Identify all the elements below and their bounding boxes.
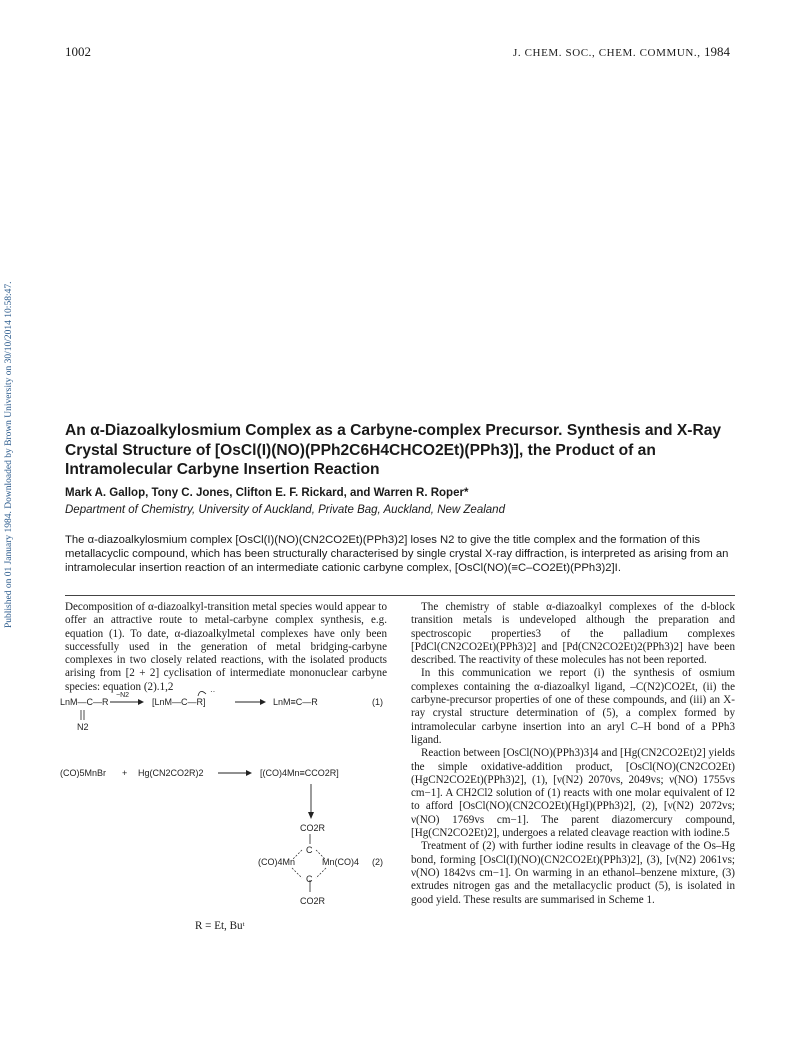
eq2-mn-left: (CO)4Mn — [258, 857, 296, 867]
margin-note-text: Published on 01 January 1984. Downloaded by Brown University on 30/10/2014 10:58:47. — [4, 281, 14, 628]
right-column — [411, 601, 735, 907]
eq2-number: (2) — [372, 857, 383, 867]
eq2-arrowhead — [246, 770, 252, 776]
eq1-intermediate: [LnM—C—R] — [152, 697, 206, 707]
eq2-plus: + — [122, 768, 128, 778]
equation-1 — [60, 688, 383, 732]
journal-year: 1984 — [704, 44, 730, 59]
eq2-top-c: C — [306, 845, 313, 855]
running-head — [513, 44, 730, 60]
eq2-reactant-b: Hg(CN2CO2R)2 — [138, 768, 204, 778]
r-definition: R = Et, Buᵗ — [195, 920, 245, 932]
eq2-product: [(CO)4Mn≡CCO2R] — [260, 768, 339, 778]
eq1-arrowhead-1 — [138, 699, 144, 705]
right-paragraph-2: In this communication we report (i) the synthesis of osmium complexes containing the α-diazoalkyl ligand, –C(N2)CO2Et, (ii) the carbyne-precursor properties of one of these compounds, and (iii) an X-ray crystal structure determination of (5), a complex formed by intramolecular carbyne insertion into an aryl C–H bond of a PPh3 ligand. — [411, 667, 735, 746]
equation-2 — [60, 768, 383, 884]
download-margin-note — [4, 281, 16, 640]
eq1-number: (1) — [372, 697, 383, 707]
right-paragraph-4: Treatment of (2) with further iodine results in cleavage of the Os–Hg bond, forming [OsCl(I)(NO)(CN2CO2Et)(PPh3)2], (3), [ν(N2) 2061vs; ν(NO) 1842vs cm−1]. On warming in an ethanol–benzene mixture, (3) extrudes nitrogen gas and the metallacyclic product (5), is isolated in good yield. These results are summarised in Scheme 1. — [411, 840, 735, 906]
article-title: An α-Diazoalkylosmium Complex as a Carbyne-complex Precursor. Synthesis and X-Ray Crystal Structure of [OsCl(I)(NO)(PPh2C6H4CHCO2Et)(PPh3)], the Product of an Intramolecular Carbyne Insertion Reaction — [65, 422, 722, 479]
eq1-arrow-label: −N2 — [116, 692, 130, 699]
right-paragraph-3: Reaction between [OsCl(NO)(PPh3)3]4 and [Hg(CN2CO2Et)2] yields the simple oxidative-addition product, [OsCl(NO)(CN2CO2Et)(HgCN2CO2Et)(PPh3)2], (1), [ν(N2) 2070vs, 2049vs; ν(NO) 1755vs cm−1]. A CH2Cl2 solution of (1) reacts with one molar equivalent of I2 to afford [OsCl(NO)(CN2CO2Et)(HgI)(PPh3)2], (2), [ν(N2) 2072vs; ν(NO) 1769vs cm−1]. The parent diazomercury compound, [Hg(CN2CO2Et)2], undergoes a related cleavage reaction with iodine.5 — [411, 747, 735, 840]
eq2-reactant-a: (CO)5MnBr — [60, 768, 107, 778]
eq2-mn-right: Mn(CO)4 — [322, 857, 360, 867]
eq1-arrowhead-2 — [260, 699, 266, 705]
reaction-equations — [60, 688, 400, 888]
eq1-reactant: LnM—C—R — [60, 697, 109, 707]
article-authors: Mark A. Gallop, Tony C. Jones, Clifton E. F. Rickard, and Warren R. Roper* — [65, 487, 469, 499]
eq2-top-group: CO2R — [300, 823, 326, 833]
abstract-divider — [65, 595, 735, 596]
eq2-lower-substituent — [290, 880, 330, 920]
eq1-lone-pair: ·· — [210, 688, 216, 696]
left-paragraph-1: Decomposition of α-diazoalkyl-transition metal species would appear to offer an attractive route to metal-carbyne complex synthesis, e.g. equation (1). To date, α-diazoalkylmetal complexes have only been successfully used in the generation of metal bridging-carbyne complexes in two closely related reactions, with the isolated products arising from [2 + 2] cyclisation of intermediate mononuclear carbyne species: equation (2).1,2 — [65, 601, 387, 693]
eq1-n2: N2 — [77, 722, 89, 732]
eq1-curly-arrow — [198, 691, 206, 696]
page-number: 1002 — [65, 44, 91, 59]
eq2-bottom-group: CO2R — [300, 896, 326, 906]
journal-name: J. CHEM. SOC., CHEM. COMMUN., — [513, 47, 701, 59]
article-affiliation: Department of Chemistry, University of Auckland, Private Bag, Auckland, New Zealand — [65, 504, 505, 516]
article-abstract: The α-diazoalkylosmium complex [OsCl(I)(NO)(CN2CO2Et)(PPh3)2] loses N2 to give the title complex and the formation of this metallacyclic compound, which has been structurally characterised by single crystal X-ray diffraction, is interpreted as arising from an intramolecular insertion reaction of an intermediate cationic carbyne complex, [OsCl(NO)(≡C–CO2Et)(PPh3)2]I. — [65, 534, 729, 575]
eq1-product: LnM≡C—R — [273, 697, 318, 707]
eq2-bottom-c: C — [306, 874, 313, 884]
left-column — [65, 601, 387, 694]
right-paragraph-1: The chemistry of stable α-diazoalkyl complexes of the d-block transition metals is undeveloped although the preparation and spectroscopic properties3 of the palladium complexes [PdCl(CN2CO2Et)(PPh3)2] and [Pd(CN2CO2Et)2(PPh3)2] have been described. The reactivity of these molecules has not been reported. — [411, 601, 735, 667]
eq2-down-arrowhead — [308, 812, 314, 819]
